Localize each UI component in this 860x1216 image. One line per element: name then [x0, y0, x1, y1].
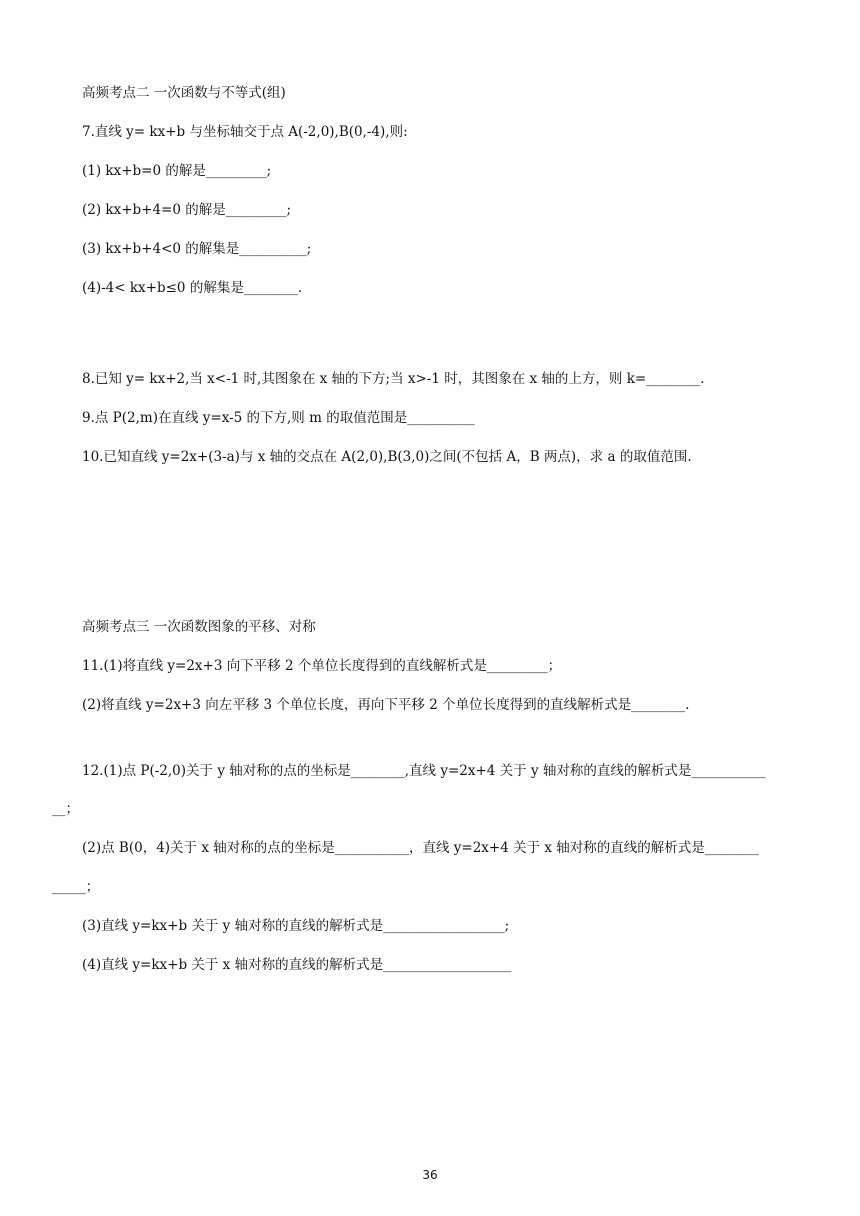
question-10: 10.已知直线 y=2x+(3-a)与 x 轴的交点在 A(2,0),B(3,0)之间(不包括 A，B 两点)，求 a 的取值范围. [82, 449, 692, 465]
question-11-part-1: 11.(1)将直线 y=2x+3 向下平移 2 个单位长度得到的直线解析式是_________； [82, 658, 562, 674]
question-7-stem: 7.直线 y= kx+b 与坐标轴交于点 A(-2,0),B(0,-4),则: [82, 124, 408, 140]
question-7-part-1: (1) kx+b=0 的解是_________; [82, 163, 272, 179]
section3-heading: 高频考点三 一次函数图象的平移、对称 [82, 619, 316, 635]
question-7-part-2: (2) kx+b+4=0 的解是_________; [82, 202, 292, 218]
page-number: 36 [422, 1168, 438, 1182]
question-12-part-1-line-1: 12.(1)点 P(-2,0)关于 y 轴对称的点的坐标是________,直线 y=2x+4 关于 y 轴对称的直线的解析式是___________ [82, 763, 766, 779]
question-12-part-4: (4)直线 y=kx+b 关于 x 轴对称的直线的解析式是___________________ [82, 957, 512, 973]
question-12-part-2-line-1: (2)点 B(0，4)关于 x 轴对称的点的坐标是___________，直线 y=2x+4 关于 x 轴对称的直线的解析式是________ [82, 840, 759, 856]
question-8: 8.已知 y= kx+2,当 x<-1 时,其图象在 x 轴的下方;当 x>-1 时，其图象在 x 轴的上方，则 k=________. [82, 371, 705, 387]
question-12-part-1-line-2: __； [52, 801, 79, 817]
question-11-part-2: (2)将直线 y=2x+3 向左平移 3 个单位长度，再向下平移 2 个单位长度得到的直线解析式是________. [82, 697, 690, 713]
section2-heading: 高频考点二 一次函数与不等式(组) [82, 85, 286, 101]
question-7-part-4: (4)-4< kx+b≤0 的解集是________. [82, 280, 303, 296]
question-12-part-2-line-2: _____； [52, 879, 100, 895]
question-12-part-3: (3)直线 y=kx+b 关于 y 轴对称的直线的解析式是__________________; [82, 918, 510, 934]
question-9: 9.点 P(2,m)在直线 y=x-5 的下方,则 m 的取值范围是__________ [82, 410, 475, 426]
question-7-part-3: (3) kx+b+4<0 的解集是__________; [82, 241, 312, 257]
